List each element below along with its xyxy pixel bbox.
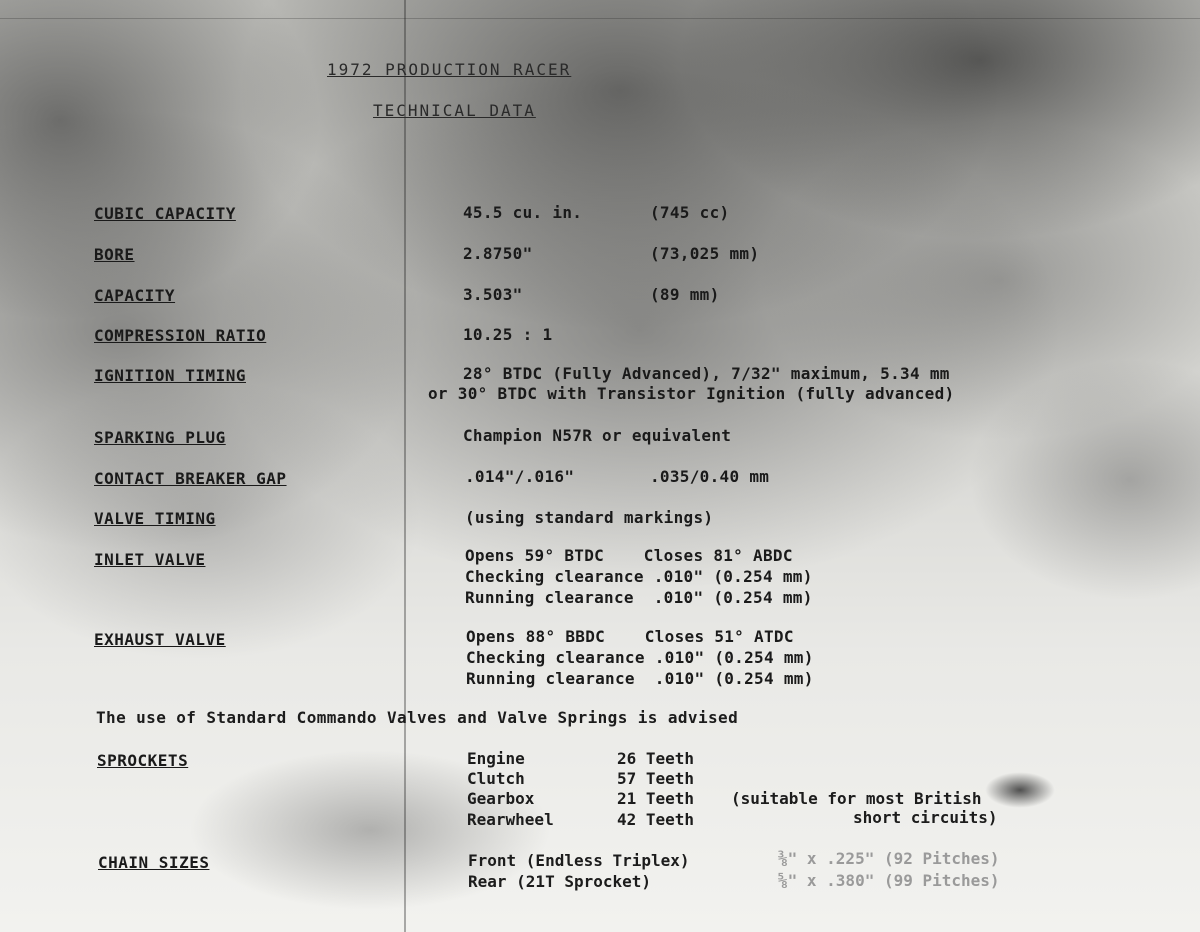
sprocket-row — [467, 749, 694, 768]
document-subtitle: TECHNICAL DATA — [373, 101, 536, 120]
value-exhaust-valve-line1: Opens 88° BBDC Closes 51° ATDC — [466, 627, 794, 646]
chain-front-size: ⅜" x .225" (92 Pitches) — [778, 849, 1000, 868]
value-inlet-valve-line3: Running clearance .010" (0.254 mm) — [465, 588, 813, 607]
value-valve-timing: (using standard markings) — [465, 508, 714, 527]
sprocket-name: Clutch — [467, 769, 525, 788]
chain-front-desc: Front (Endless Triplex) — [468, 851, 690, 870]
value-compression-ratio: 10.25 : 1 — [463, 325, 553, 344]
sprocket-row — [467, 810, 694, 829]
label-compression-ratio: COMPRESSION RATIO — [94, 326, 267, 345]
value-contact-breaker-in: .014"/.016" — [465, 467, 575, 486]
sprocket-teeth: 26 Teeth — [617, 749, 695, 768]
sprocket-row — [467, 789, 694, 808]
label-cubic-capacity: CUBIC CAPACITY — [94, 204, 236, 223]
sprocket-name: Engine — [467, 749, 525, 768]
label-valve-timing: VALVE TIMING — [94, 509, 216, 528]
ink-smudge — [985, 772, 1055, 808]
value-capacity-in: 3.503" — [463, 285, 523, 304]
value-cubic-capacity-cc: (745 cc) — [650, 203, 730, 222]
sprocket-row — [467, 769, 694, 788]
value-capacity-mm: (89 mm) — [650, 285, 720, 304]
sprocket-note-line2: short circuits) — [853, 808, 998, 827]
label-capacity: CAPACITY — [94, 286, 176, 305]
value-exhaust-valve-line3: Running clearance .010" (0.254 mm) — [466, 669, 814, 688]
label-sparking-plug: SPARKING PLUG — [94, 428, 226, 447]
sprocket-teeth: 57 Teeth — [617, 769, 695, 788]
label-ignition-timing: IGNITION TIMING — [94, 366, 246, 385]
label-bore: BORE — [94, 245, 135, 264]
chain-rear-size: ⅝" x .380" (99 Pitches) — [778, 871, 1000, 890]
sprocket-name: Rearwheel — [467, 810, 554, 829]
sprocket-note-line1: (suitable for most British — [731, 789, 982, 808]
label-sprockets: SPROCKETS — [97, 751, 189, 770]
value-bore-mm: (73,025 mm) — [650, 244, 760, 263]
sprocket-teeth: 21 Teeth — [617, 789, 695, 808]
chain-rear-desc: Rear (21T Sprocket) — [468, 872, 652, 891]
label-chain-sizes: CHAIN SIZES — [98, 853, 210, 872]
value-ignition-timing-line1: 28° BTDC (Fully Advanced), 7/32" maximum, 5.34 mm — [463, 364, 950, 383]
value-exhaust-valve-line2: Checking clearance .010" (0.254 mm) — [466, 648, 814, 667]
value-inlet-valve-line2: Checking clearance .010" (0.254 mm) — [465, 567, 813, 586]
value-sparking-plug: Champion N57R or equivalent — [463, 426, 732, 445]
label-inlet-valve: INLET VALVE — [94, 550, 206, 569]
fold-line-horizontal — [0, 18, 1200, 19]
value-cubic-capacity-in: 45.5 cu. in. — [463, 203, 583, 222]
valve-advice-note: The use of Standard Commando Valves and Valve Springs is advised — [96, 708, 739, 727]
fold-line-vertical — [404, 0, 406, 932]
document-title: 1972 PRODUCTION RACER — [327, 60, 572, 79]
sprocket-teeth: 42 Teeth — [617, 810, 695, 829]
value-inlet-valve-line1: Opens 59° BTDC Closes 81° ABDC — [465, 546, 793, 565]
value-bore-in: 2.8750" — [463, 244, 533, 263]
value-contact-breaker-mm: .035/0.40 mm — [650, 467, 770, 486]
sprocket-name: Gearbox — [467, 789, 535, 808]
label-exhaust-valve: EXHAUST VALVE — [94, 630, 226, 649]
value-ignition-timing-line2: or 30° BTDC with Transistor Ignition (fully advanced) — [428, 384, 955, 403]
label-contact-breaker-gap: CONTACT BREAKER GAP — [94, 469, 287, 488]
